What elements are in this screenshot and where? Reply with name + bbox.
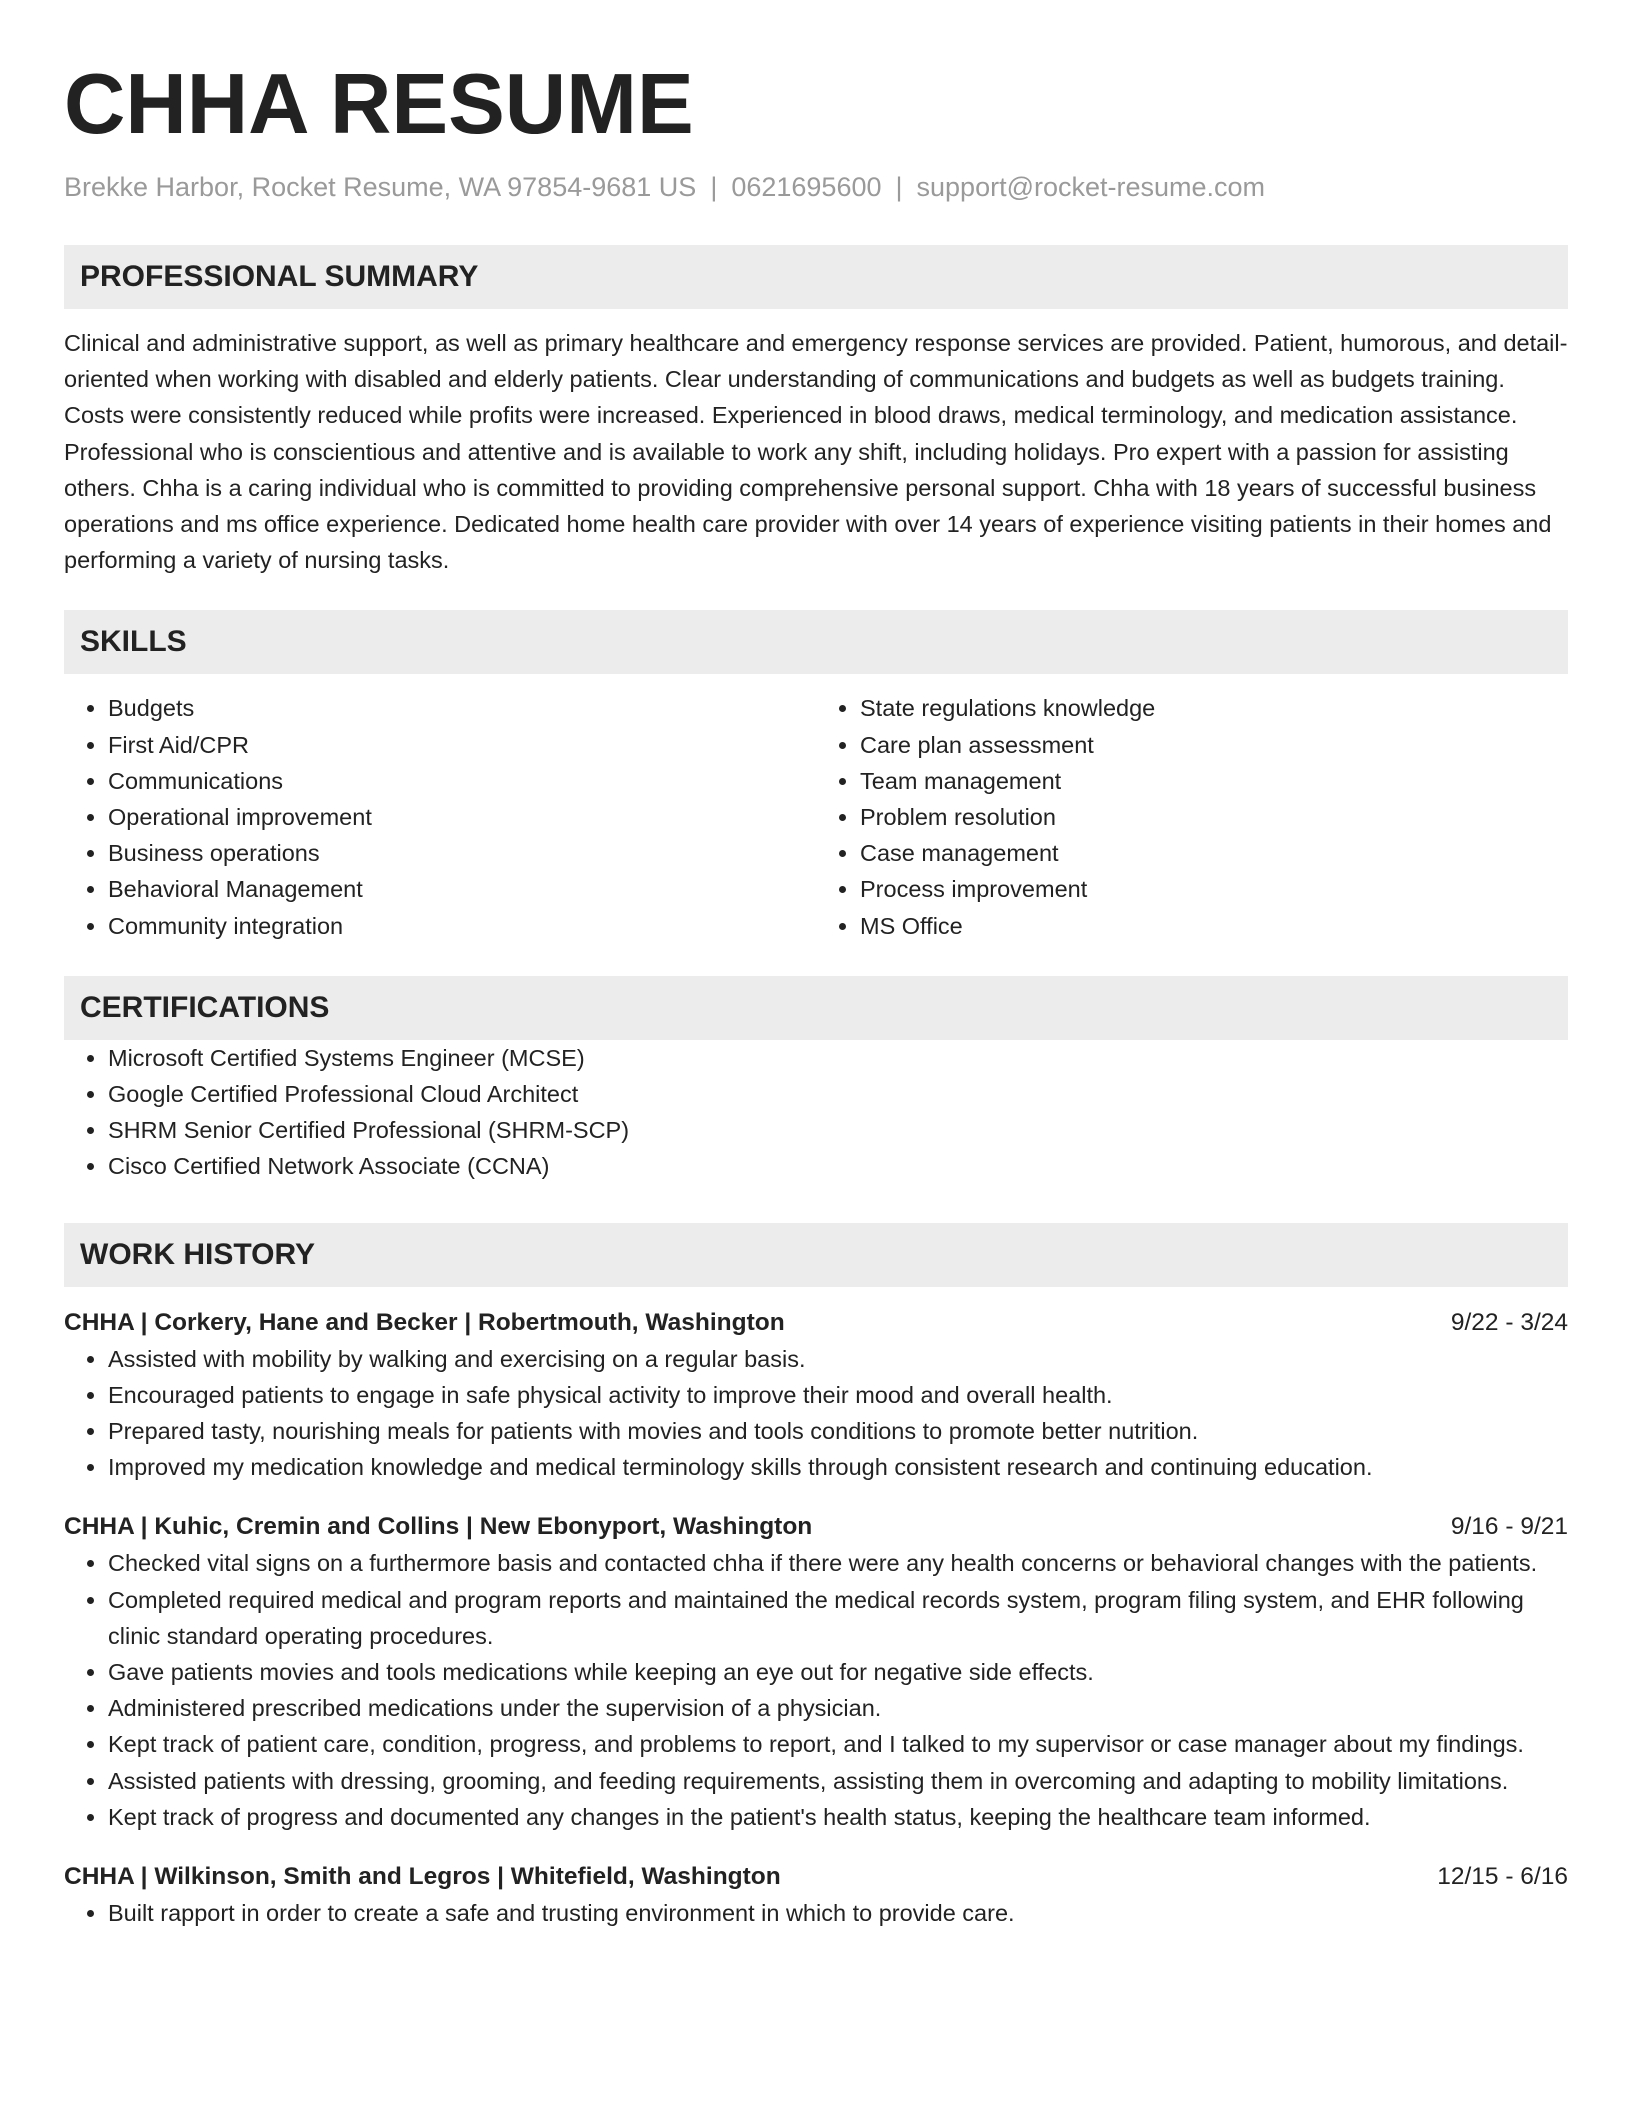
job-entry [64, 1509, 1568, 1835]
certification-item: • Google Certified Professional Cloud Architect [108, 1076, 1568, 1112]
job-entry [64, 1859, 1568, 1931]
job-bullets [64, 1895, 1568, 1931]
job-dates: 9/16 - 9/21 [1450, 1513, 1568, 1541]
job-title: CHHA | Corkery, Hane and Becker | Robertmouth, Washington [64, 1308, 785, 1336]
job-bullet: • Assisted patients with dressing, grooming, and feeding requirements, assisting them in overcoming and adapting to mobility limitations. [108, 1763, 1568, 1799]
resume-title: CHHA RESUME [64, 57, 694, 152]
job-bullet: • Gave patients movies and tools medications while keeping an eye out for negative side effects. [108, 1654, 1568, 1690]
job-dates: 12/15 - 6/16 [1437, 1863, 1568, 1891]
job-bullet: • Built rapport in order to create a safe and trusting environment in which to provide care. [108, 1895, 1568, 1931]
summary-text: Clinical and administrative support, as well as primary healthcare and emergency response services are provided. Patient, humorous, and detail-oriented when working with disabled and elderly patients. Clear understanding of communications and budgets as well as budgets training. Costs were consistently reduced while profits were increased. Experienced in blood draws, medical terminology, and medication assistance. Professional who is conscientious and attentive and is available to work any shift, including holidays. Pro expert with a passion for assisting others. Chha is a caring individual who is committed to providing comprehensive personal support. Chha with 18 years of successful business operations and ms office experience. Dedicated home health care provider with over 14 years of experience visiting patients in their homes and performing a variety of nursing tasks. [64, 330, 1568, 574]
contact-address: Brekke Harbor, Rocket Resume, WA 97854-9681 US [64, 172, 697, 202]
job-bullet: • Checked vital signs on a furthermore basis and contacted chha if there were any health concerns or behavioral changes with the patients. [108, 1545, 1568, 1581]
certification-item: • SHRM Senior Certified Professional (SHRM-SCP) [108, 1112, 1568, 1148]
skill-item: • Care plan assessment [860, 727, 1568, 763]
skill-item: • State regulations knowledge [860, 690, 1568, 726]
job-bullets [64, 1341, 1568, 1486]
certification-item: • Microsoft Certified Systems Engineer (MCSE) [108, 1040, 1568, 1076]
skill-item: • Business operations [108, 835, 816, 871]
job-bullet: • Encouraged patients to engage in safe physical activity to improve their mood and overall health. [108, 1377, 1568, 1413]
job-entry [64, 1305, 1568, 1486]
job-dates: 9/22 - 3/24 [1450, 1308, 1568, 1336]
job-bullet: • Assisted with mobility by walking and exercising on a regular basis. [108, 1341, 1568, 1377]
skill-item: • MS Office [860, 908, 1568, 944]
job-bullet: • Improved my medication knowledge and medical terminology skills through consistent research and continuing education. [108, 1449, 1568, 1485]
section-header-work-history: WORK HISTORY [64, 1223, 1568, 1287]
skill-item: • First Aid/CPR [108, 727, 816, 763]
certification-item: • Cisco Certified Network Associate (CCNA) [108, 1148, 1568, 1184]
contact-line [64, 167, 1568, 207]
contact-separator: | [710, 172, 718, 202]
skill-item: • Process improvement [860, 871, 1568, 907]
job-bullet: • Kept track of patient care, condition, progress, and problems to report, and I talked to my supervisor or case manager about my findings. [108, 1726, 1568, 1762]
job-header [64, 1859, 1568, 1895]
skill-item: • Problem resolution [860, 799, 1568, 835]
contact-phone: 0621695600 [731, 172, 882, 202]
skill-item: • Communications [108, 763, 816, 799]
skills-column-right [816, 690, 1568, 943]
certifications-list [64, 1040, 1568, 1185]
skill-item: • Budgets [108, 690, 816, 726]
job-title: CHHA | Kuhic, Cremin and Collins | New Ebonyport, Washington [64, 1513, 813, 1541]
job-header [64, 1305, 1568, 1341]
skill-item: • Team management [860, 763, 1568, 799]
job-header [64, 1509, 1568, 1545]
skills-column-left [64, 690, 816, 943]
skill-item: • Case management [860, 835, 1568, 871]
section-header-skills: SKILLS [64, 610, 1568, 674]
contact-separator: | [895, 172, 903, 202]
section-header-certifications: CERTIFICATIONS [64, 976, 1568, 1040]
job-bullet: • Completed required medical and program reports and maintained the medical records system, program filing system, and EHR following clinic standard operating procedures. [108, 1582, 1568, 1654]
job-bullet: • Kept track of progress and documented any changes in the patient's health status, keeping the healthcare team informed. [108, 1799, 1568, 1835]
contact-email: support@rocket-resume.com [916, 172, 1266, 202]
skill-item: • Operational improvement [108, 799, 816, 835]
skill-item: • Community integration [108, 908, 816, 944]
job-bullet: • Administered prescribed medications under the supervision of a physician. [108, 1690, 1568, 1726]
section-header-summary: PROFESSIONAL SUMMARY [64, 245, 1568, 309]
job-bullet: • Prepared tasty, nourishing meals for patients with movies and tools conditions to promote better nutrition. [108, 1413, 1568, 1449]
job-bullets [64, 1545, 1568, 1835]
job-title: CHHA | Wilkinson, Smith and Legros | Whitefield, Washington [64, 1863, 781, 1891]
skill-item: • Behavioral Management [108, 871, 816, 907]
skills-grid [64, 690, 1568, 943]
